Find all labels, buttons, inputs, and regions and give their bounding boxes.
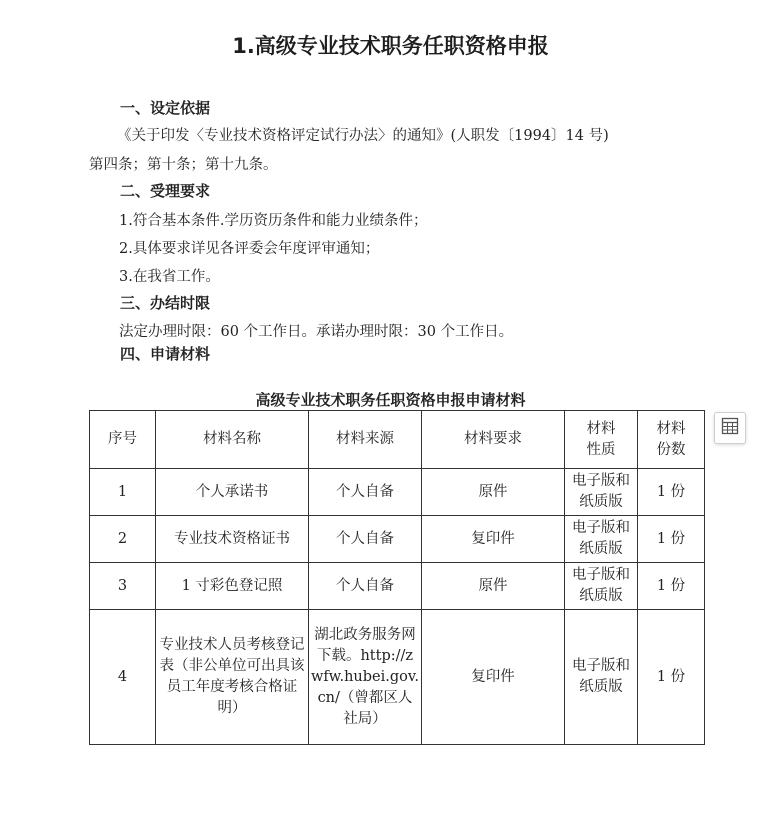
section2-item-3: 3.在我省工作。 [119, 269, 220, 285]
row-requirement: 复印件 [422, 516, 565, 563]
row-copies: 1 份 [638, 563, 705, 610]
row-name: 专业技术人员考核登记表（非公单位可出具该员工年度考核合格证明） [156, 610, 309, 745]
row-nature-line1: 电子版和 [572, 520, 630, 536]
row-index: 1 [90, 469, 156, 516]
section3-text: 法定办理时限：60 个工作日。承诺办理时限：30 个工作日。 [119, 324, 514, 340]
table-row [90, 563, 705, 610]
row-source: 个人自备 [309, 516, 422, 563]
row-index: 4 [90, 610, 156, 745]
row-nature-line2: 纸质版 [579, 588, 623, 604]
row-nature [565, 516, 638, 563]
row-nature [565, 610, 638, 745]
row-source: 个人自备 [309, 469, 422, 516]
row-requirement: 原件 [422, 563, 565, 610]
header-requirement: 材料要求 [422, 411, 565, 469]
section1-line2: 第四条；第十条；第十九条。 [89, 157, 278, 173]
section2-heading: 二、受理要求 [120, 182, 211, 200]
section1-heading: 一、设定依据 [120, 99, 211, 117]
row-copies: 1 份 [638, 516, 705, 563]
header-copies [638, 411, 705, 469]
table-header-row [90, 411, 705, 469]
materials-table [89, 410, 705, 745]
table-row [90, 469, 705, 516]
row-nature-line1: 电子版和 [572, 658, 630, 674]
section2-item-1: 1.符合基本条件.学历资历条件和能力业绩条件； [119, 213, 428, 229]
header-source: 材料来源 [309, 411, 422, 469]
row-name: 专业技术资格证书 [156, 516, 309, 563]
header-copies-line1: 材料 [656, 420, 686, 437]
header-nature-line1: 材料 [586, 420, 616, 437]
row-nature-line1: 电子版和 [572, 473, 630, 489]
section1-line1: 《关于印发〈专业技术资格评定试行办法〉的通知》(人职发〔1994〕14 号) [117, 128, 609, 144]
row-copies: 1 份 [638, 610, 705, 745]
row-requirement: 原件 [422, 469, 565, 516]
table-view-button[interactable] [714, 412, 746, 444]
row-name: 个人承诺书 [156, 469, 309, 516]
header-nature [565, 411, 638, 469]
row-nature-line2: 纸质版 [579, 494, 623, 510]
header-nature-line2: 性质 [586, 441, 616, 458]
row-index: 2 [90, 516, 156, 563]
row-nature [565, 469, 638, 516]
header-name: 材料名称 [156, 411, 309, 469]
table-view-icon [721, 417, 739, 439]
row-nature [565, 563, 638, 610]
row-source: 湖北政务服务网下载。http://zwfw.hubei.gov.cn/（曾都区人社局） [309, 610, 422, 745]
page-title: 1.高级专业技术职务任职资格申报 [232, 34, 549, 58]
row-name: 1 寸彩色登记照 [156, 563, 309, 610]
table-row [90, 610, 705, 745]
row-requirement: 复印件 [422, 610, 565, 745]
table-caption: 高级专业技术职务任职资格申报申请材料 [255, 391, 526, 409]
row-nature-line2: 纸质版 [579, 541, 623, 557]
row-source: 个人自备 [309, 563, 422, 610]
row-nature-line2: 纸质版 [579, 679, 623, 695]
table-row [90, 516, 705, 563]
section2-item-2: 2.具体要求详见各评委会年度评审通知； [119, 241, 380, 257]
section3-heading: 三、办结时限 [120, 294, 211, 312]
row-nature-line1: 电子版和 [572, 567, 630, 583]
header-index: 序号 [90, 411, 156, 469]
header-copies-line2: 份数 [656, 441, 686, 458]
section4-heading: 四、申请材料 [120, 345, 211, 363]
row-copies: 1 份 [638, 469, 705, 516]
row-index: 3 [90, 563, 156, 610]
